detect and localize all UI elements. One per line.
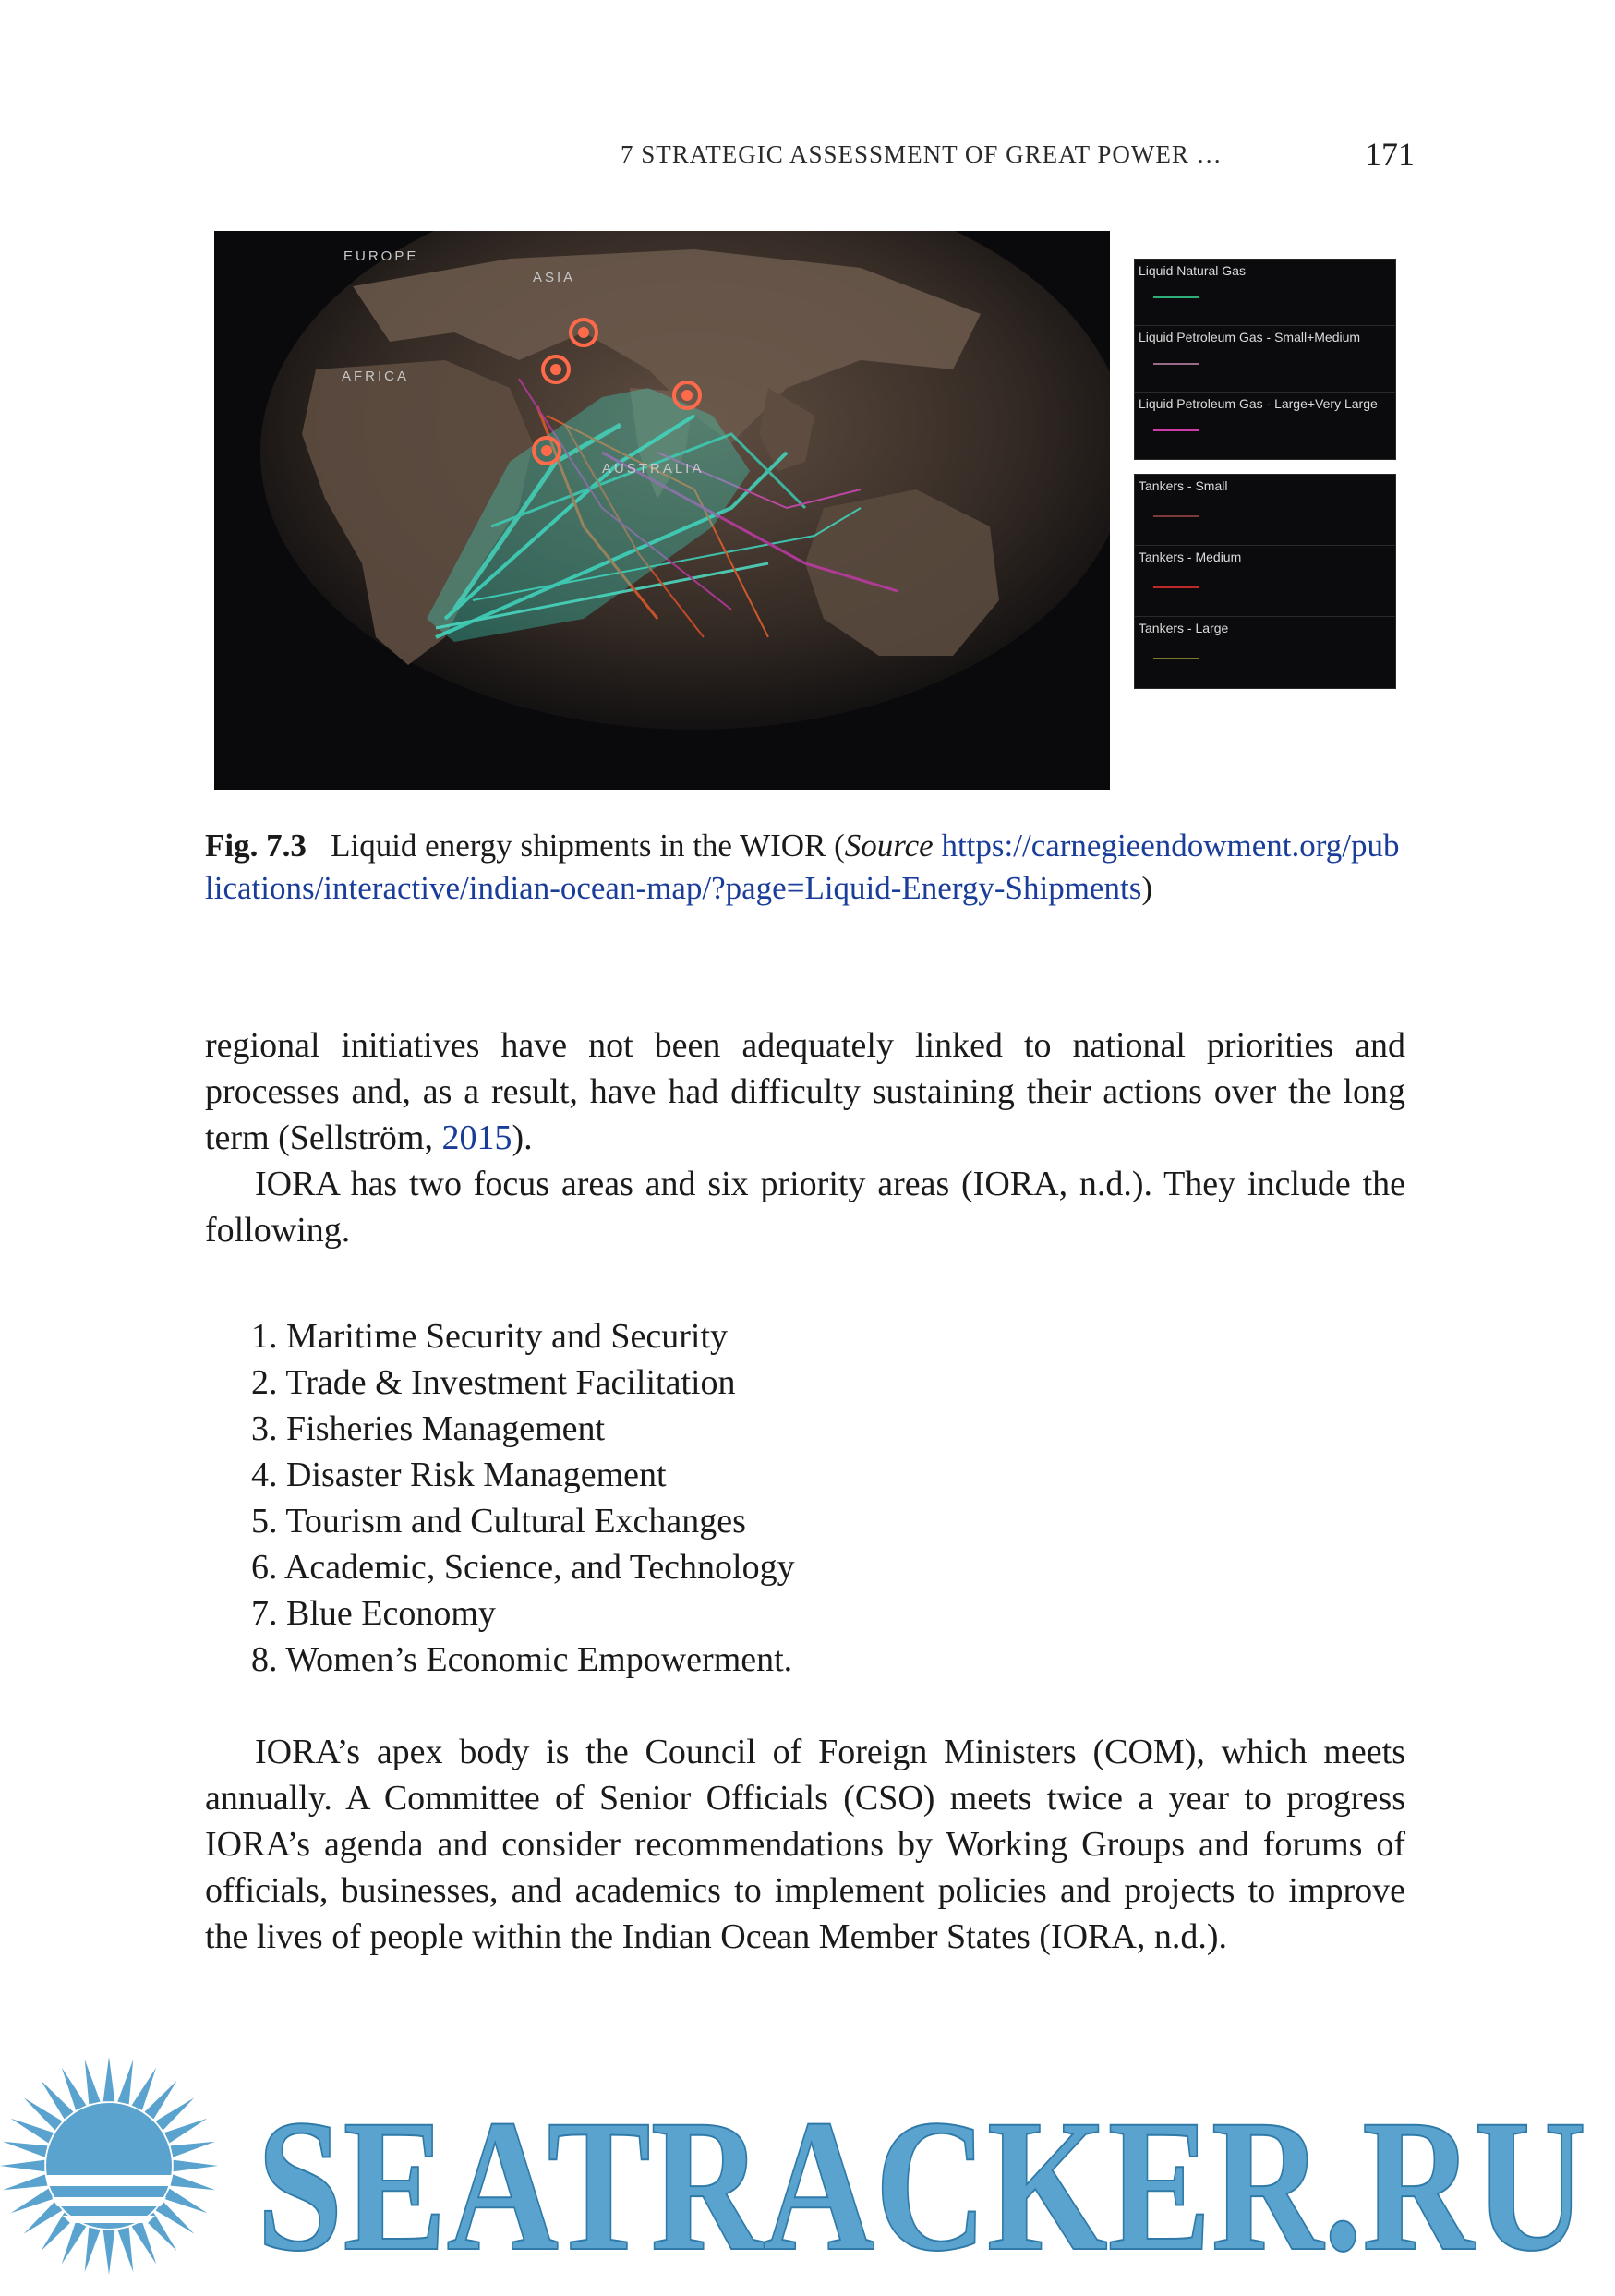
paragraph-text: ). xyxy=(512,1118,533,1157)
list-item: 4. Disaster Risk Management xyxy=(251,1456,667,1494)
legend-item xyxy=(1135,326,1395,393)
label-africa: AFRICA xyxy=(342,369,410,384)
label-australia: AUSTRALIA xyxy=(602,461,705,477)
legend-swatch xyxy=(1153,296,1199,298)
legend-item xyxy=(1135,546,1395,617)
legend-label: Liquid Petroleum Gas - Large+Very Large xyxy=(1139,396,1378,411)
list-item: 1. Maritime Security and Security xyxy=(251,1317,729,1356)
list-item: 3. Fisheries Management xyxy=(251,1409,606,1448)
legend-tankers xyxy=(1134,474,1396,689)
sun-ray xyxy=(62,2068,87,2110)
list-item: 7. Blue Economy xyxy=(251,1594,496,1633)
sun-ray xyxy=(3,2142,47,2157)
label-europe: EUROPE xyxy=(343,248,419,264)
figure-label: Fig. 7.3 xyxy=(205,828,307,864)
legend-label: Tankers - Small xyxy=(1139,478,1228,493)
legend-label: Tankers - Medium xyxy=(1139,550,1242,564)
list-item: 6. Academic, Science, and Technology xyxy=(251,1548,795,1587)
legend-swatch xyxy=(1153,586,1199,588)
sun-ray xyxy=(132,2221,157,2264)
sun-ray xyxy=(3,2174,47,2190)
caption-source-label: Source xyxy=(844,828,934,864)
legend-item xyxy=(1135,475,1395,546)
legend-label: Liquid Petroleum Gas - Small+Medium xyxy=(1139,330,1361,344)
caption-close: ) xyxy=(1141,870,1152,906)
legend-item xyxy=(1135,617,1395,688)
source-link[interactable]: https://carnegieendowment.org/publications/interactive/indian-ocean-map/?page=Liquid-Energy-Shipments xyxy=(205,828,1400,906)
legend-item xyxy=(1135,393,1395,459)
paragraph: IORA has two focus areas and six priority areas (IORA, n.d.). They include the following. xyxy=(205,1165,1405,1250)
sun-ray xyxy=(117,2060,133,2104)
map-graphic xyxy=(214,231,1110,790)
paragraph-text: regional initiatives have not been adequately linked to national priorities and processes and, as a result, have had difficulty sustaining their actions over the long term (Sellström, xyxy=(205,1026,1405,1157)
list-item: 2. Trade & Investment Facilitation xyxy=(251,1363,736,1402)
watermark-graphic xyxy=(0,2041,1615,2291)
sun-ray xyxy=(0,2160,44,2172)
legend-item xyxy=(1135,260,1395,326)
sun-ray xyxy=(171,2142,215,2157)
caption-text: Liquid energy shipments in the WIOR ( xyxy=(331,828,845,864)
legend-gas xyxy=(1134,259,1396,460)
sun-ray xyxy=(174,2160,218,2172)
legend-swatch xyxy=(1153,429,1199,431)
sun-ray xyxy=(171,2174,215,2190)
sun-icon xyxy=(0,2057,218,2275)
sun-ray xyxy=(62,2221,87,2264)
shipping-map xyxy=(214,231,1110,790)
sun-ray xyxy=(103,2057,115,2101)
paragraph xyxy=(205,1022,1405,1161)
sun-ray xyxy=(11,2119,54,2144)
label-asia: ASIA xyxy=(533,270,576,285)
page-number: 171 xyxy=(1365,136,1415,173)
list-item: 8. Women’s Economic Empowerment. xyxy=(251,1640,793,1679)
running-title: 7 STRATEGIC ASSESSMENT OF GREAT POWER … xyxy=(621,140,1223,168)
sun-ray xyxy=(103,2230,115,2275)
citation-link[interactable]: 2015 xyxy=(441,1118,512,1157)
watermark xyxy=(0,2041,1615,2291)
legend-swatch xyxy=(1153,515,1199,517)
list-item: 5. Tourism and Cultural Exchanges xyxy=(251,1502,746,1541)
sun-ray xyxy=(85,2060,101,2104)
figure-caption xyxy=(205,825,1405,910)
sun-ray xyxy=(164,2119,207,2144)
legend-swatch xyxy=(1153,363,1199,365)
priority-list xyxy=(251,1313,1267,1683)
sun-ray xyxy=(164,2189,207,2214)
legend-label: Liquid Natural Gas xyxy=(1139,263,1246,278)
sun-ray xyxy=(85,2228,101,2272)
legend-swatch xyxy=(1153,658,1199,659)
sun-ray xyxy=(11,2189,54,2214)
paragraph: IORA’s apex body is the Council of Foreign Ministers (COM), which meets annually. A Committee of Senior Officials (CSO) meets twice a year to progress IORA’s agenda and consider recommendations by Working Groups and forums of officials, businesses, and academics to implement policies and projects to improve the lives of people within the Indian Ocean Member States (IORA, n.d.). xyxy=(205,1733,1405,1956)
running-header xyxy=(621,135,1415,172)
watermark-text: SEATRACKER.RU xyxy=(257,2081,1586,2290)
sun-ray xyxy=(117,2228,133,2272)
sun-ray xyxy=(132,2068,157,2110)
legend-label: Tankers - Large xyxy=(1139,621,1229,635)
